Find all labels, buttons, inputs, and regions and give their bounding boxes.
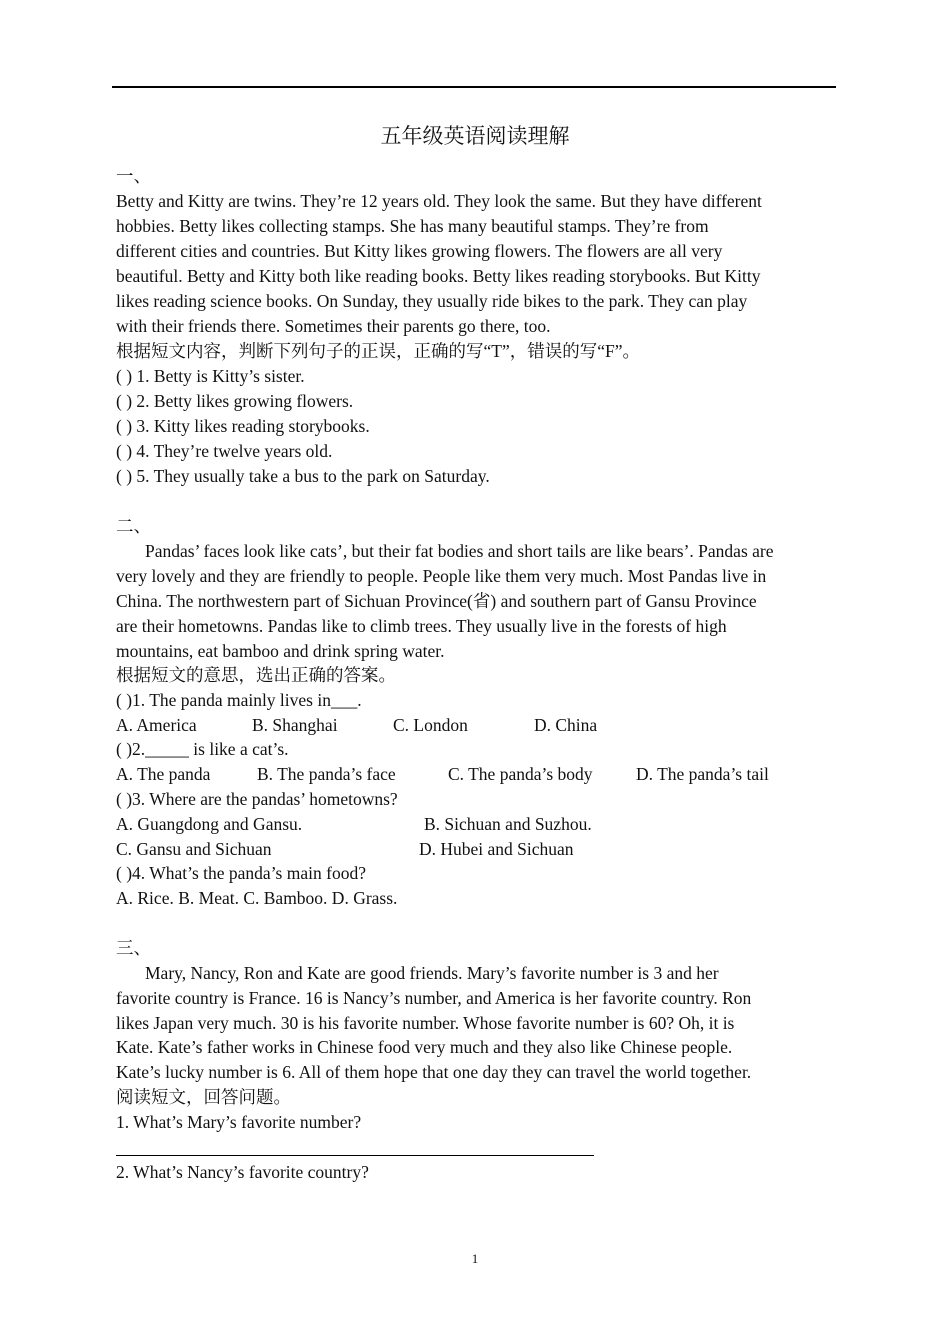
section-3-instruction: 阅读短文，回答问题。	[116, 1087, 291, 1107]
option-b: B. Sichuan and Suzhou.	[424, 814, 592, 834]
passage-3-line: likes Japan very much. 30 is his favorite number. Whose favorite number is 60? Oh, it is	[116, 1013, 735, 1033]
answer-question: 1. What’s Mary’s favorite number?	[116, 1112, 362, 1132]
passage-3-line: favorite country is France. 16 is Nancy’s number, and America is her favorite country. Ron	[116, 988, 752, 1008]
passage-3-line: Kate. Kate’s father works in Chinese food very much and they also like Chinese people.	[116, 1037, 733, 1057]
question-options: A. Rice. B. Meat. C. Bamboo. D. Grass.	[116, 888, 398, 908]
section-1-instruction: 根据短文内容，判断下列句子的正误，正确的写“T”，错误的写“F”。	[116, 341, 640, 361]
option-b: B. The panda’s face	[257, 764, 396, 784]
passage-2-line: mountains, eat bamboo and drink spring water.	[116, 641, 445, 661]
page-title: 五年级英语阅读理解	[380, 124, 570, 148]
section-2-heading: 二、	[116, 516, 151, 536]
section-2-instruction: 根据短文的意思，选出正确的答案。	[116, 665, 396, 685]
question-stem: ( )4. What’s the panda’s main food?	[116, 863, 366, 883]
option-d: D. Hubei and Sichuan	[419, 839, 574, 859]
question-stem: ( )2._____ is like a cat’s.	[116, 739, 289, 759]
passage-2-line: are their hometowns. Pandas like to climb trees. They usually live in the forests of high	[116, 616, 727, 636]
section-1-heading: 一、	[116, 166, 151, 186]
answer-blank-line[interactable]	[116, 1155, 594, 1156]
passage-3-line: Kate’s lucky number is 6. All of them hope that one day they can travel the world together.	[116, 1062, 752, 1082]
page-number: 1	[471, 1251, 479, 1266]
option-c: C. London	[393, 715, 468, 735]
question-stem: ( )1. The panda mainly lives in___.	[116, 690, 362, 710]
header-rule	[112, 86, 836, 88]
passage-1-line: hobbies. Betty likes collecting stamps. She has many beautiful stamps. They’re from	[116, 216, 709, 236]
true-false-item: ( ) 1. Betty is Kitty’s sister.	[116, 366, 305, 386]
option-c: C. Gansu and Sichuan	[116, 839, 272, 859]
question-stem: ( )3. Where are the pandas’ hometowns?	[116, 789, 398, 809]
true-false-item: ( ) 2. Betty likes growing flowers.	[116, 391, 354, 411]
passage-1-line: beautiful. Betty and Kitty both like reading books. Betty likes reading storybooks. But Kitty	[116, 266, 761, 286]
passage-2-line: very lovely and they are friendly to people. People like them very much. Most Pandas live in	[116, 566, 767, 586]
option-c: C. The panda’s body	[448, 764, 593, 784]
passage-1-line: Betty and Kitty are twins. They’re 12 years old. They look the same. But they have different	[116, 191, 762, 211]
section-3-heading: 三、	[116, 938, 151, 958]
passage-2-line: Pandas’ faces look like cats’, but their fat bodies and short tails are like bears’. Pandas are	[145, 541, 774, 561]
option-b: B. Shanghai	[252, 715, 338, 735]
passage-2-line: China. The northwestern part of Sichuan Province(省) and southern part of Gansu Province	[116, 591, 757, 611]
true-false-item: ( ) 3. Kitty likes reading storybooks.	[116, 416, 370, 436]
passage-1-line: likes reading science books. On Sunday, they usually ride bikes to the park. They can play	[116, 291, 748, 311]
true-false-item: ( ) 5. They usually take a bus to the park on Saturday.	[116, 466, 490, 486]
option-a: A. America	[116, 715, 197, 735]
true-false-item: ( ) 4. They’re twelve years old.	[116, 441, 333, 461]
passage-1-line: with their friends there. Sometimes their parents go there, too.	[116, 316, 551, 336]
option-d: D. China	[534, 715, 598, 735]
passage-3-line: Mary, Nancy, Ron and Kate are good friends. Mary’s favorite number is 3 and her	[145, 963, 719, 983]
passage-1-line: different cities and countries. But Kitty likes growing flowers. The flowers are all very	[116, 241, 723, 261]
option-a: A. Guangdong and Gansu.	[116, 814, 303, 834]
answer-question: 2. What’s Nancy’s favorite country?	[116, 1162, 369, 1182]
option-d: D. The panda’s tail	[636, 764, 769, 784]
option-a: A. The panda	[116, 764, 211, 784]
